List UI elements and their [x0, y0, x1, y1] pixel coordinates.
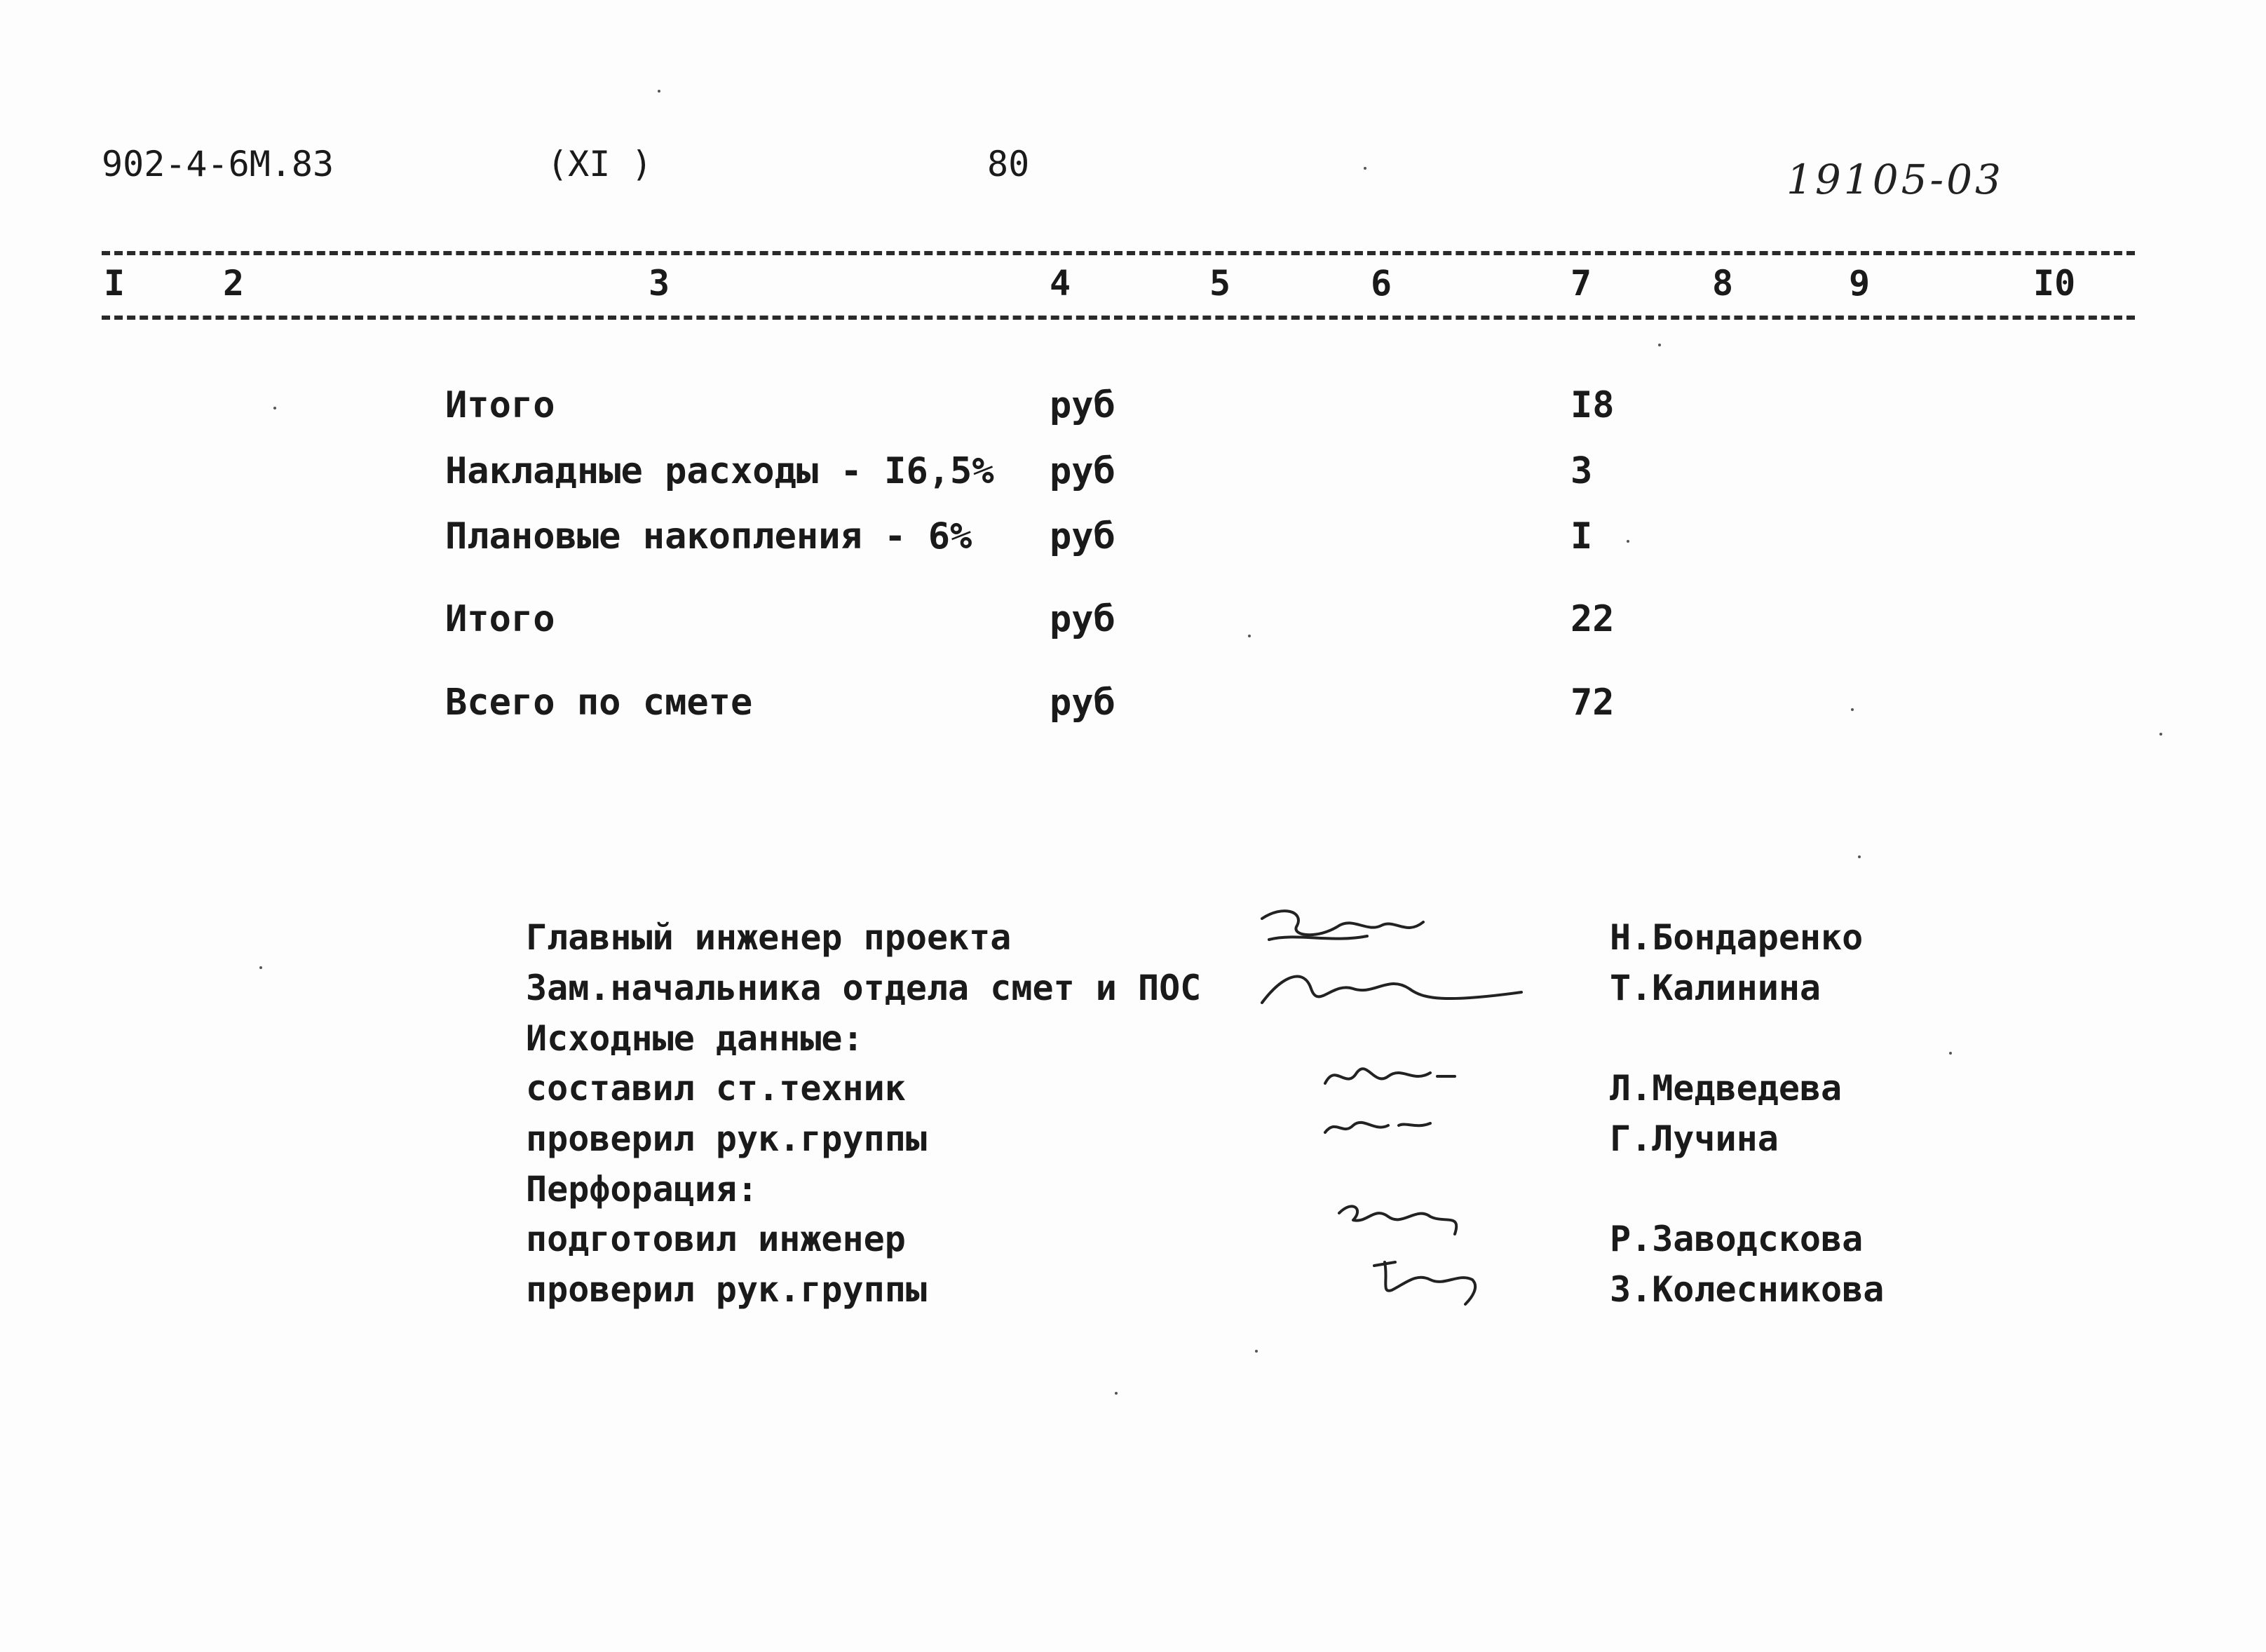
handwritten-signature [1255, 961, 1535, 1017]
row-label: Накладные расходы - I6,5% [445, 450, 994, 492]
signature-name: Л.Медведева [1610, 1068, 1843, 1109]
column-header: 2 [223, 263, 245, 304]
scan-speckle [1851, 708, 1854, 711]
column-header: 4 [1050, 263, 1071, 304]
scan-speckle [273, 407, 276, 409]
column-header: 5 [1209, 263, 1231, 304]
scan-speckle [1248, 635, 1251, 637]
scan-speckle [658, 90, 660, 93]
row-value: 22 [1570, 598, 1615, 640]
signature-name: Р.Заводскова [1610, 1219, 1864, 1259]
row-unit: руб [1050, 450, 1115, 492]
page-number: 80 [987, 144, 1030, 184]
scan-speckle [1364, 167, 1366, 170]
signature-role: проверил рук.группы [526, 1269, 927, 1310]
section-heading: Перфорация: [526, 1169, 759, 1210]
scan-speckle [1255, 1350, 1258, 1353]
signature-role: Зам.начальника отдела смет и ПОС [526, 968, 1202, 1008]
signature-role: подготовил инженер [526, 1219, 906, 1259]
handwritten-signature [1332, 1192, 1472, 1248]
section-number: (XI ) [547, 144, 653, 184]
scan-speckle [1115, 1392, 1118, 1395]
scan-speckle [1627, 540, 1629, 543]
signature-role: проверил рук.группы [526, 1118, 927, 1159]
row-value: 72 [1570, 682, 1615, 724]
signature-role: Главный инженер проекта [526, 917, 1012, 958]
handwritten-signature [1318, 1055, 1458, 1097]
column-header: 8 [1712, 263, 1734, 304]
column-header: I0 [2033, 263, 2076, 304]
signature-name: Г.Лучина [1610, 1118, 1779, 1159]
document-code: 902-4-6М.83 [102, 144, 334, 184]
row-value: I [1570, 515, 1593, 557]
row-value: I8 [1570, 384, 1615, 426]
handwritten-signature [1367, 1252, 1493, 1308]
column-header: 6 [1371, 263, 1392, 304]
row-unit: руб [1050, 384, 1115, 426]
row-unit: руб [1050, 515, 1115, 557]
column-header: I [104, 263, 125, 304]
scan-speckle [1658, 344, 1661, 346]
row-label: Плановые накопления - 6% [445, 515, 972, 557]
bottom-rule [102, 316, 2135, 320]
top-rule [102, 251, 2135, 255]
scan-speckle [1949, 1052, 1952, 1055]
handwritten-number: 19105-03 [1786, 156, 2004, 203]
column-header: 3 [649, 263, 670, 304]
row-unit: руб [1050, 598, 1115, 640]
signature-name: З.Колесникова [1610, 1269, 1885, 1310]
column-header: 9 [1849, 263, 1871, 304]
section-heading: Исходные данные: [526, 1018, 864, 1059]
signature-name: Т.Калинина [1610, 968, 1821, 1008]
row-value: 3 [1570, 450, 1593, 492]
row-label: Всего по смете [445, 682, 753, 724]
row-label: Итого [445, 384, 555, 426]
signature-role: составил ст.техник [526, 1068, 906, 1109]
scan-speckle [259, 966, 262, 969]
row-unit: руб [1050, 682, 1115, 724]
signature-name: Н.Бондаренко [1610, 917, 1864, 958]
scan-speckle [2159, 733, 2162, 736]
scan-speckle [1858, 855, 1861, 858]
row-label: Итого [445, 598, 555, 640]
handwritten-signature [1318, 1108, 1444, 1143]
column-header: 7 [1570, 263, 1592, 304]
handwritten-signature [1255, 898, 1437, 954]
